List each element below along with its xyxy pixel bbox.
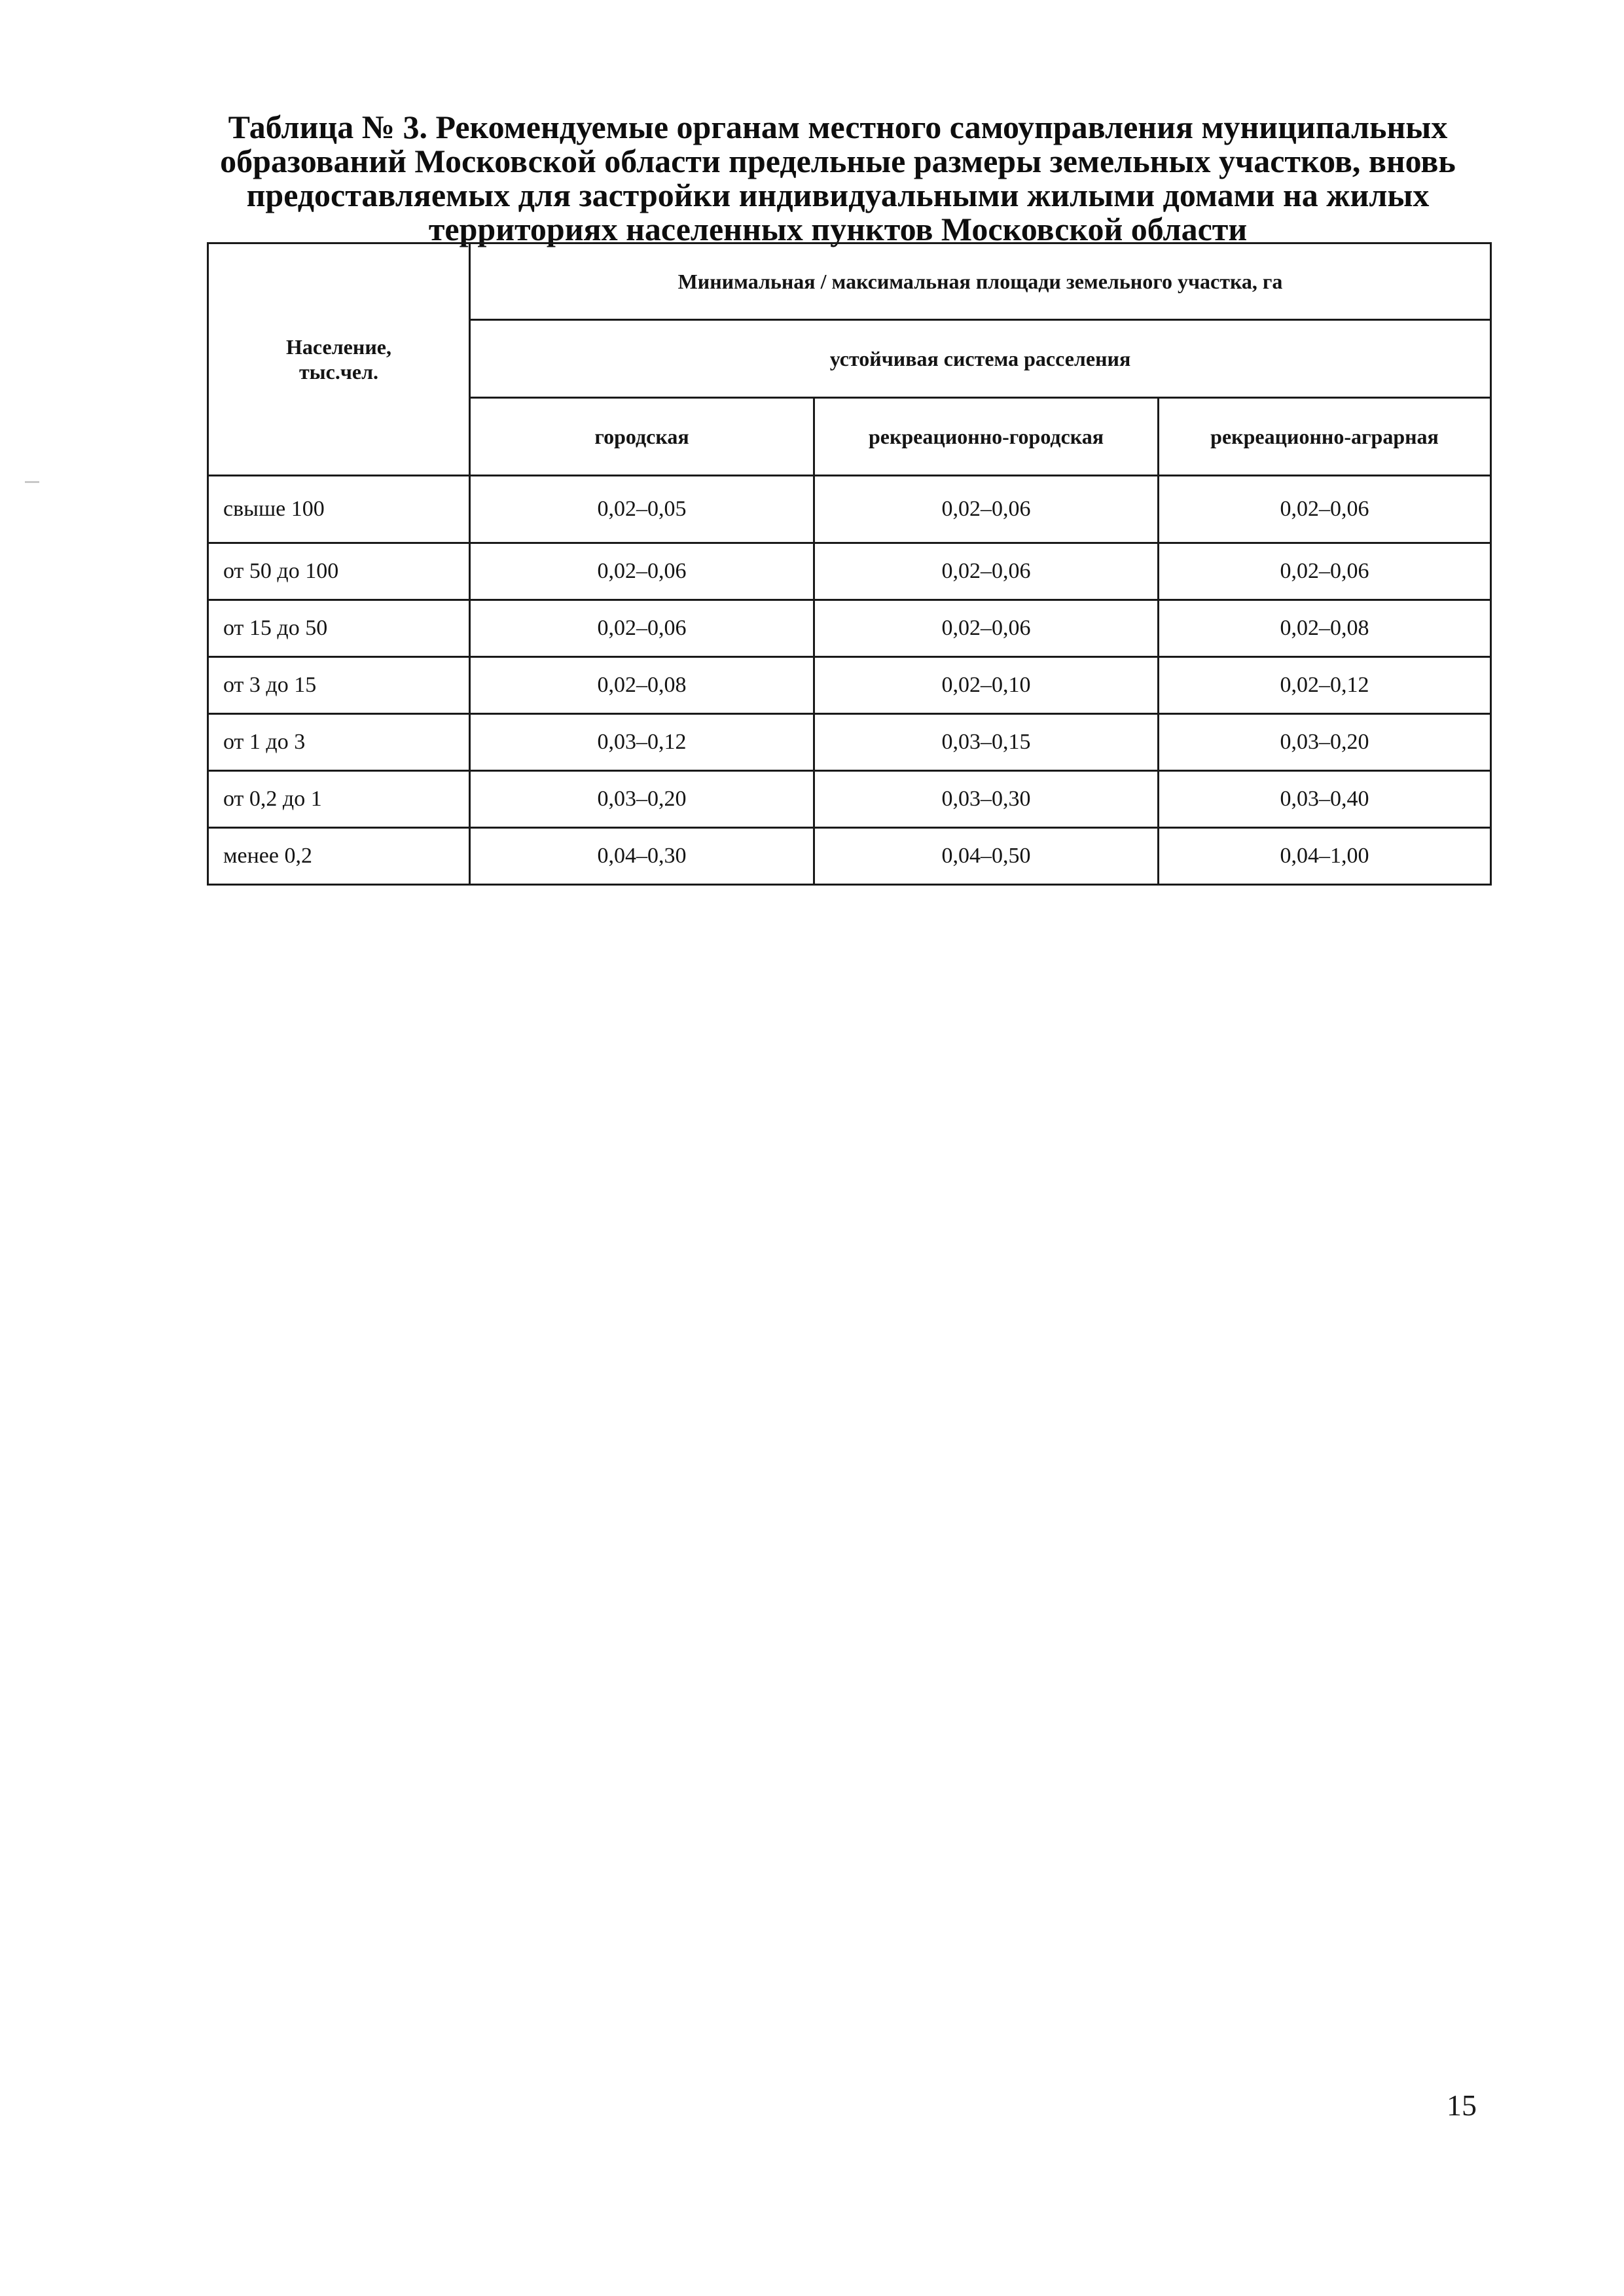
population-cell: от 0,2 до 1: [208, 771, 470, 828]
column-header-urban: городская: [470, 398, 814, 476]
caption-line: образований Московской области предельные размеры земельных участков, вновь: [220, 143, 1456, 179]
value-cell: 0,03–0,12: [470, 714, 814, 771]
population-header-line: Население,: [286, 335, 391, 359]
page-number: 15: [1447, 2089, 1477, 2122]
value-cell: 0,02–0,06: [1159, 543, 1491, 600]
settlement-system-header: устойчивая система расселения: [470, 320, 1491, 398]
population-header-line: тыс.чел.: [298, 360, 379, 384]
table-row: [208, 657, 1491, 714]
value-cell: 0,03–0,20: [470, 771, 814, 828]
table-row: [208, 476, 1491, 543]
population-cell: менее 0,2: [208, 828, 470, 885]
value-cell: 0,02–0,05: [470, 476, 814, 543]
scan-artifact: [25, 481, 39, 483]
population-cell: от 1 до 3: [208, 714, 470, 771]
caption-line: предоставляемых для застройки индивидуальными жилыми домами на жилых: [246, 177, 1430, 213]
table-row: [208, 771, 1491, 828]
value-cell: 0,03–0,15: [814, 714, 1159, 771]
value-cell: 0,02–0,10: [814, 657, 1159, 714]
population-cell: от 15 до 50: [208, 600, 470, 657]
header-row: [208, 243, 1491, 320]
value-cell: 0,04–0,30: [470, 828, 814, 885]
population-cell: от 3 до 15: [208, 657, 470, 714]
column-header-recreational-agrarian: рекреационно-аграрная: [1159, 398, 1491, 476]
table-row: [208, 600, 1491, 657]
value-cell: 0,03–0,20: [1159, 714, 1491, 771]
value-cell: 0,02–0,06: [814, 476, 1159, 543]
value-cell: 0,02–0,08: [1159, 600, 1491, 657]
caption-line: территориях населенных пунктов Московской области: [428, 211, 1248, 247]
value-cell: 0,02–0,06: [470, 600, 814, 657]
column-header-recreational-urban: рекреационно-городская: [814, 398, 1159, 476]
value-cell: 0,04–1,00: [1159, 828, 1491, 885]
value-cell: 0,03–0,40: [1159, 771, 1491, 828]
population-cell: от 50 до 100: [208, 543, 470, 600]
value-cell: 0,02–0,06: [814, 543, 1159, 600]
population-column-header: [208, 243, 470, 476]
value-cell: 0,02–0,12: [1159, 657, 1491, 714]
caption-line: Таблица № 3. Рекомендуемые органам местного самоуправления муниципальных: [228, 109, 1448, 145]
land-plot-size-table: [207, 242, 1492, 886]
value-cell: 0,02–0,06: [814, 600, 1159, 657]
value-cell: 0,02–0,06: [1159, 476, 1491, 543]
value-cell: 0,03–0,30: [814, 771, 1159, 828]
value-cell: 0,04–0,50: [814, 828, 1159, 885]
table-row: [208, 714, 1491, 771]
population-cell: свыше 100: [208, 476, 470, 543]
table-caption: [196, 110, 1479, 246]
value-cell: 0,02–0,06: [470, 543, 814, 600]
table-row: [208, 828, 1491, 885]
value-cell: 0,02–0,08: [470, 657, 814, 714]
table-row: [208, 543, 1491, 600]
area-header: Минимальная / максимальная площади земельного участка, га: [470, 243, 1491, 320]
